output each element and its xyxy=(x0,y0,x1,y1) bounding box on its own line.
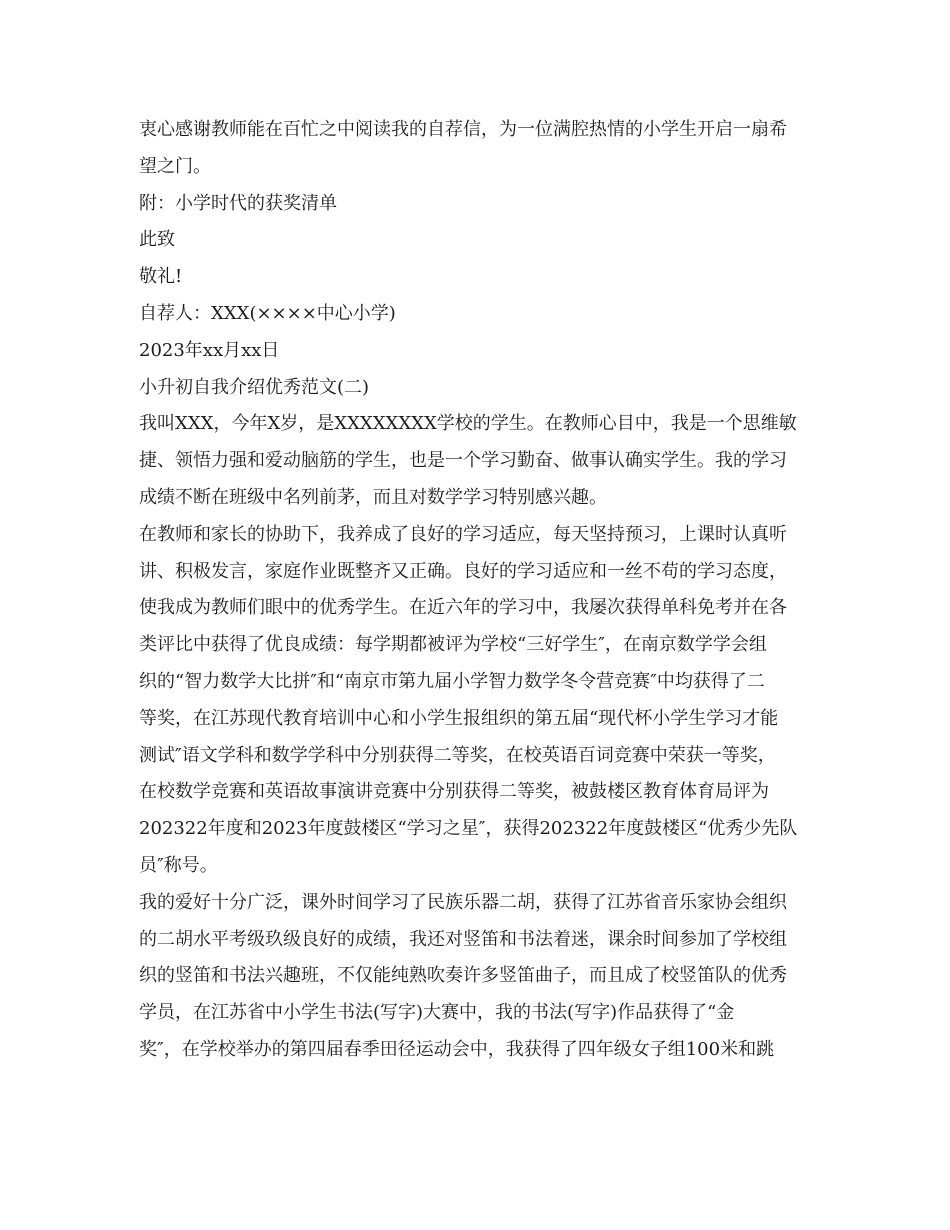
text-line: 织的“智力数学大比拼″和“南京市第九届小学智力数学冬令营竞赛″中均获得了二 xyxy=(139,670,765,692)
text-line: 202322年度和2023年度鼓楼区“学习之星″，获得202322年度鼓楼区“优秀少先队 xyxy=(139,818,798,840)
text-line: 类评比中获得了优良成绩：每学期都被评为学校“三好学生″，在南京数学学会组 xyxy=(139,634,767,656)
text-line: 附：小学时代的获奖清单 xyxy=(139,192,337,214)
text-line: 捷、领悟力强和爱动脑筋的学生，也是一个学习勤奋、做事认确实学生。我的学习 xyxy=(139,450,787,472)
text-line: 等奖，在江苏现代教育培训中心和小学生报组织的第五届“现代杯小学生学习才能 xyxy=(139,707,779,729)
text-line: 在教师和家长的协助下，我养成了良好的学习适应，每天坚持预习，上课时认真听 xyxy=(139,523,787,545)
text-line: 在校数学竞赛和英语故事演讲竞赛中分别获得二等奖，被鼓楼区教育体育局评为 xyxy=(139,781,769,803)
text-line: 望之门。 xyxy=(139,155,211,177)
text-line: 测试″语文学科和数学学科中分别获得二等奖，在校英语百词竞赛中荣获一等奖， xyxy=(139,744,776,766)
text-line: 此致 xyxy=(139,229,175,251)
text-line: 成绩不断在班级中名列前茅，而且对数学学习特别感兴趣。 xyxy=(139,486,607,508)
text-line: 员″称号。 xyxy=(139,854,218,876)
text-line: 2023年xx月xx日 xyxy=(139,339,280,361)
text-line: 织的竖笛和书法兴趣班，不仅能纯熟吹奏许多竖笛曲子，而且成了校竖笛队的优秀 xyxy=(139,965,787,987)
text-line: 的二胡水平考级玖级良好的成绩，我还对竖笛和书法着迷，课余时间参加了学校组 xyxy=(139,928,787,950)
text-line: 我叫XXX，今年X岁，是XXXXXXXX学校的学生。在教师心目中，我是一个思维敏 xyxy=(139,413,797,435)
text-line: 我的爱好十分广泛，课外时间学习了民族乐器二胡，获得了江苏省音乐家协会组织 xyxy=(139,891,787,913)
text-line: 学员，在江苏省中小学生书法(写字)大赛中，我的书法(写字)作品获得了“金 xyxy=(139,1002,735,1024)
text-line: 敬礼! xyxy=(139,266,183,288)
section-title: 小升初自我介绍优秀范文(二) xyxy=(139,376,370,398)
text-line: 衷心感谢教师能在百忙之中阅读我的自荐信，为一位满腔热情的小学生开启一扇希 xyxy=(139,119,787,140)
text-line: 使我成为教师们眼中的优秀学生。在近六年的学习中，我屡次获得单科免考并在各 xyxy=(139,597,787,619)
document-body xyxy=(139,112,819,1069)
text-line: 讲、积极发言，家庭作业既整齐又正确。良好的学习适应和一丝不苟的学习态度， xyxy=(139,560,787,582)
text-line: 奖″，在学校举办的第四届春季田径运动会中，我获得了四年级女子组100米和跳 xyxy=(139,1038,775,1060)
text-line: 自荐人：XXX(××××中心小学) xyxy=(139,302,396,324)
